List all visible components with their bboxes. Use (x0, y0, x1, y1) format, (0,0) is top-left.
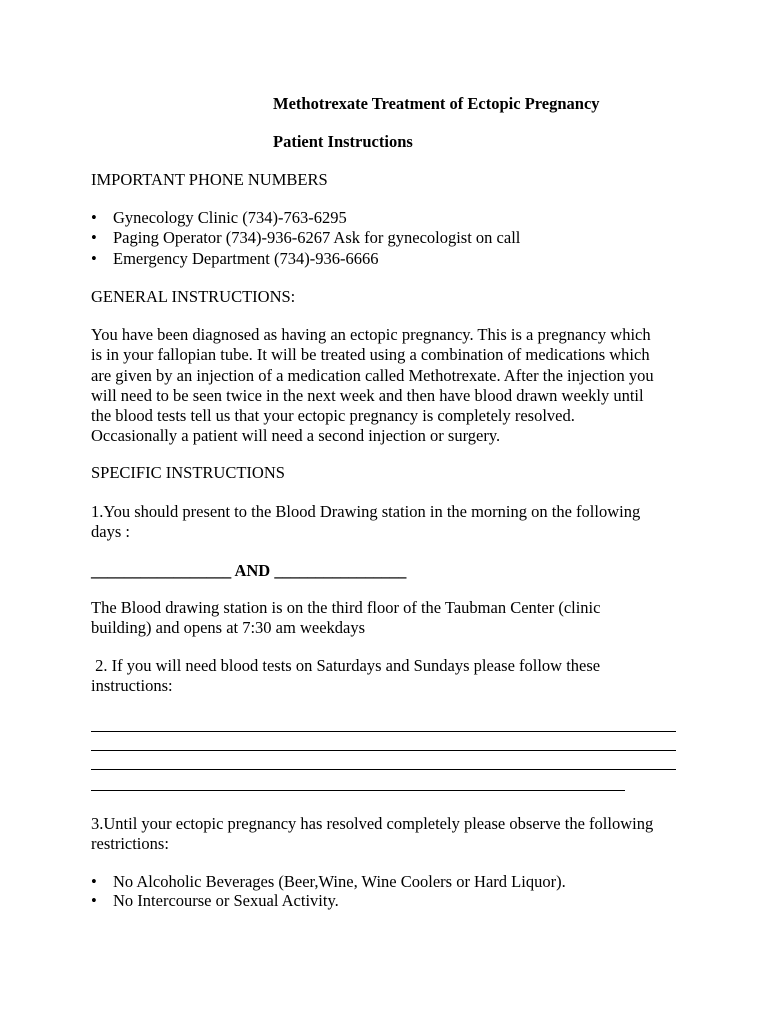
general-heading: GENERAL INSTRUCTIONS: (91, 287, 296, 306)
item2-line: 2. If you will need blood tests on Saturdays and Sundays please follow these (91, 656, 601, 675)
station-line: The Blood drawing station is on the third floor of the Taubman Center (clinic (91, 598, 601, 617)
item1-line: 1.You should present to the Blood Drawing station in the morning on the following (91, 502, 641, 521)
general-line: will need to be seen twice in the next week and then have blood drawn weekly until (91, 386, 644, 405)
item3-line: restrictions: (91, 834, 169, 853)
general-line: Occasionally a patient will need a second injection or surgery. (91, 426, 501, 445)
document-title: Methotrexate Treatment of Ectopic Pregnancy (273, 94, 600, 113)
restriction-item: • No Intercourse or Sexual Activity. (113, 891, 339, 911)
fill-in-line[interactable] (91, 790, 625, 791)
general-line: the blood tests tell us that your ectopic pregnancy is completely resolved. (91, 406, 575, 425)
item2-line: instructions: (91, 676, 173, 695)
phone-item: • Paging Operator (734)-936-6267 Ask for gynecologist on call (113, 228, 520, 248)
item3-line: 3.Until your ectopic pregnancy has resolved completely please observe the following (91, 814, 654, 833)
document-subtitle: Patient Instructions (273, 132, 413, 151)
specific-heading: SPECIFIC INSTRUCTIONS (91, 463, 285, 482)
phones-heading: IMPORTANT PHONE NUMBERS (91, 170, 328, 189)
general-line: You have been diagnosed as having an ectopic pregnancy. This is a pregnancy which (91, 325, 651, 344)
restriction-item: • No Alcoholic Beverages (Beer,Wine, Wine Coolers or Hard Liquor). (113, 872, 566, 892)
fill-in-line[interactable] (91, 750, 676, 751)
general-line: is in your fallopian tube. It will be treated using a combination of medications which (91, 345, 650, 364)
phone-item: • Gynecology Clinic (734)-763-6295 (113, 208, 347, 228)
fill-in-line[interactable] (91, 769, 676, 770)
fill-in-line[interactable] (91, 731, 676, 732)
station-line: building) and opens at 7:30 am weekdays (91, 618, 366, 637)
general-line: are given by an injection of a medication called Methotrexate. After the injection you (91, 366, 654, 385)
phone-item: • Emergency Department (734)-936-6666 (113, 249, 378, 269)
item1-line: days : (91, 522, 130, 541)
date-blanks[interactable]: _________________ AND ________________ (91, 561, 407, 580)
